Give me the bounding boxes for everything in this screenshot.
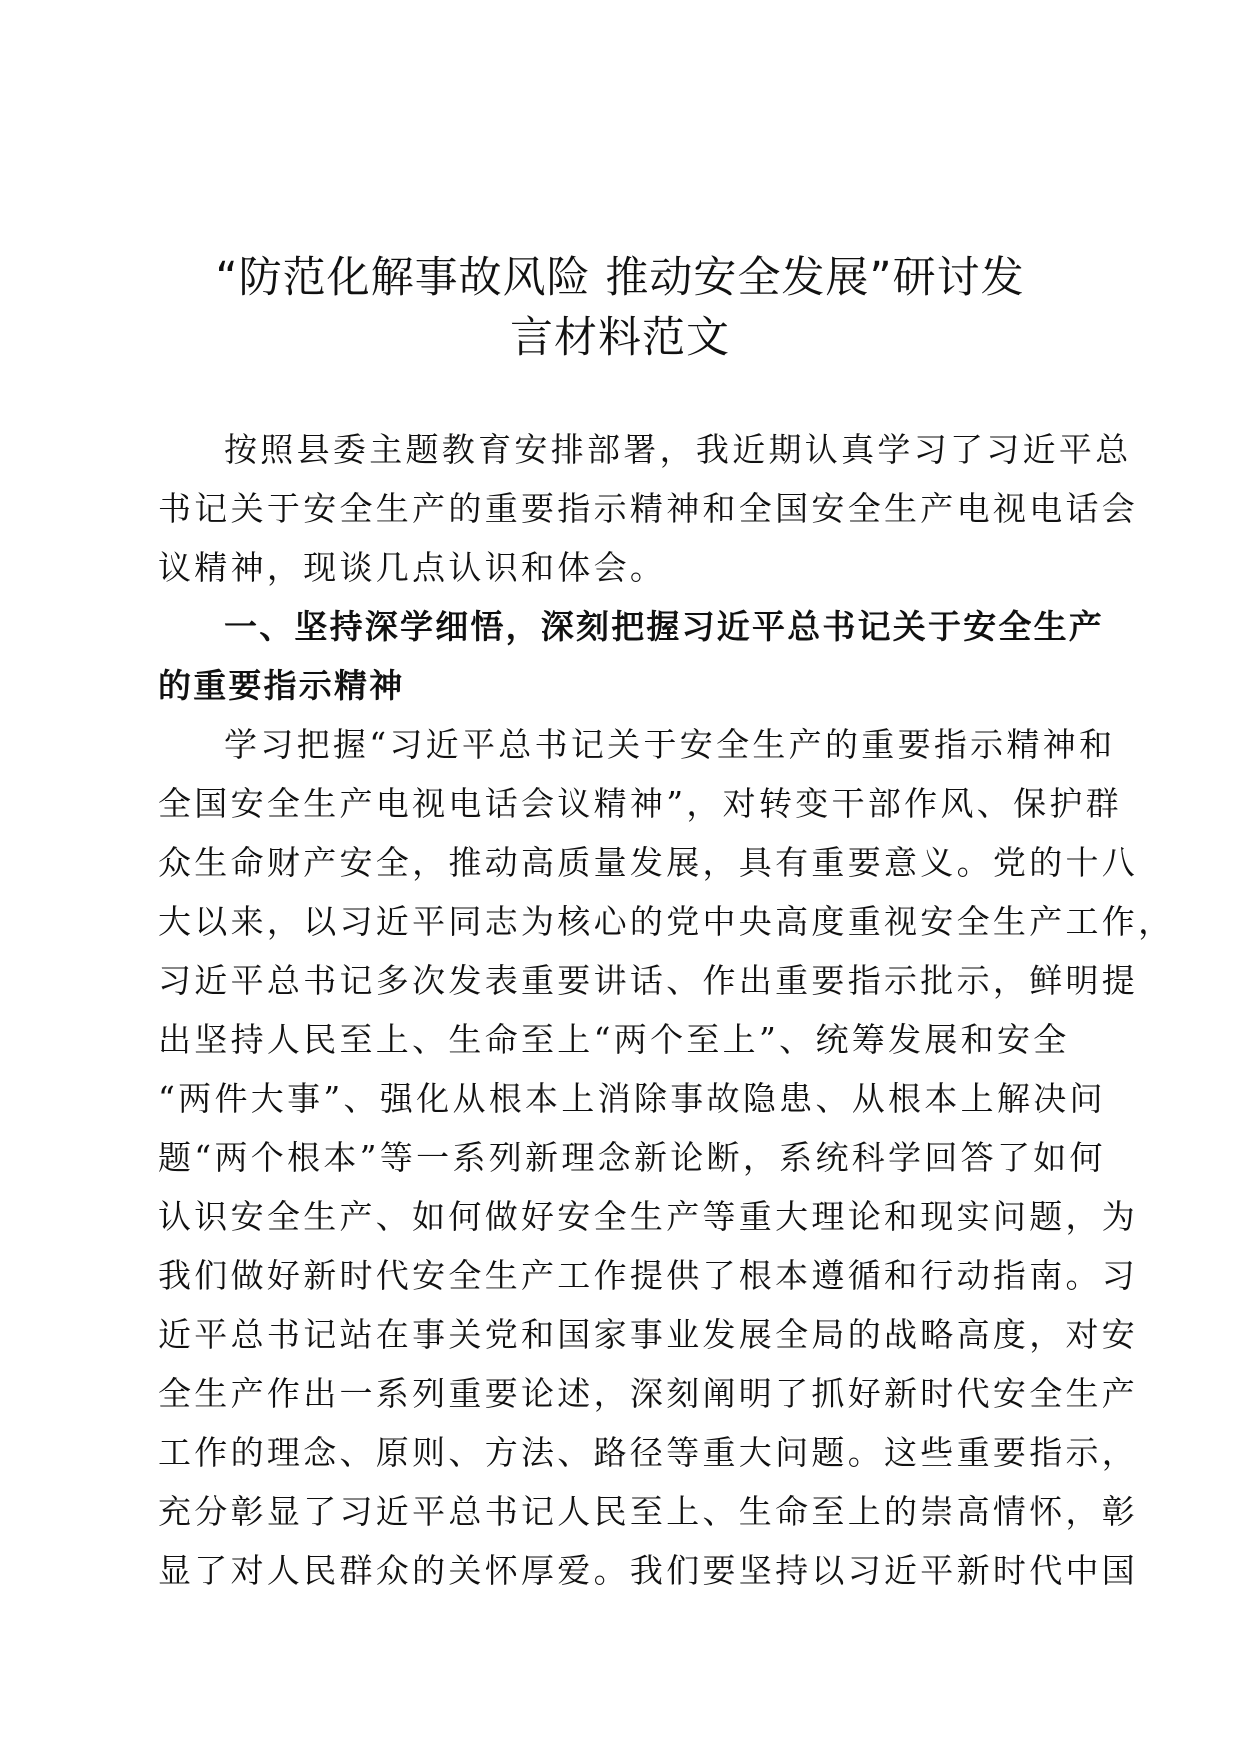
document-body (158, 420, 1175, 1600)
document-title (150, 248, 1090, 368)
text-line: 显了对人民群众的关怀厚爱。我们要坚持以习近平新时代中国 (158, 1551, 1139, 1590)
title-line: 言材料范文 (510, 313, 730, 363)
text-line: 按照县委主题教育安排部署，我近期认真学习了习近平总 (224, 430, 1132, 469)
text-line: “两件大事”、强化从根本上消除事故隐患、从根本上解决问 (158, 1079, 1106, 1118)
text-line: 大以来，以习近平同志为核心的党中央高度重视安全生产工作， (158, 902, 1175, 941)
text-line: 习近平总书记多次发表重要讲话、作出重要指示批示，鲜明提 (158, 961, 1139, 1000)
paragraph-intro (158, 420, 1139, 597)
text-line: 书记关于安全生产的重要指示精神和全国安全生产电视电话会 (158, 489, 1139, 528)
text-line: 认识安全生产、如何做好安全生产等重大理论和现实问题，为 (158, 1197, 1139, 1236)
heading-line: 一、坚持深学细悟，深刻把握习近平总书记关于安全生产 (224, 607, 1104, 646)
paragraph-study (158, 715, 1175, 1600)
text-line: 全国安全生产电视电话会议精神”，对转变干部作风、保护群 (158, 784, 1122, 823)
section-heading-1 (158, 597, 1104, 715)
text-line: 充分彰显了习近平总书记人民至上、生命至上的崇高情怀，彰 (158, 1492, 1139, 1531)
heading-line: 的重要指示精神 (158, 666, 405, 705)
text-line: 议精神，现谈几点认识和体会。 (158, 548, 667, 587)
text-line: 全生产作出一系列重要论述，深刻阐明了抓好新时代安全生产 (158, 1374, 1139, 1413)
text-line: 学习把握“习近平总书记关于安全生产的重要指示精神和 (224, 725, 1116, 764)
text-line: 众生命财产安全，推动高质量发展，具有重要意义。党的十八 (158, 843, 1139, 882)
text-line: 工作的理念、原则、方法、路径等重大问题。这些重要指示， (158, 1433, 1139, 1472)
text-line: 题“两个根本”等一系列新理念新论断，系统科学回答了如何 (158, 1138, 1106, 1177)
text-line: 近平总书记站在事关党和国家事业发展全局的战略高度，对安 (158, 1315, 1139, 1354)
text-line: 出坚持人民至上、生命至上“两个至上”、统筹发展和安全 (158, 1020, 1070, 1059)
text-line: 我们做好新时代安全生产工作提供了根本遵循和行动指南。习 (158, 1256, 1139, 1295)
title-line: “防范化解事故风险 推动安全发展”研讨发 (215, 253, 1025, 303)
